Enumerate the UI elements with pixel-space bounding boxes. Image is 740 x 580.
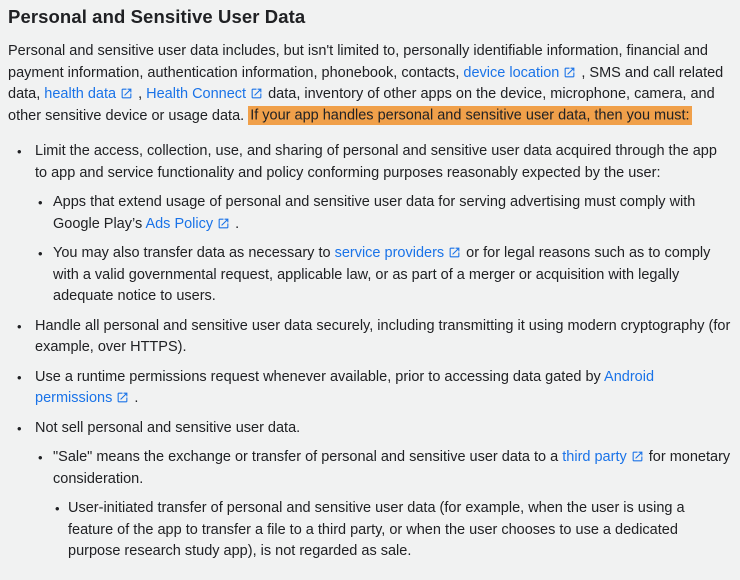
open-in-new-icon	[217, 217, 230, 230]
highlighted-text: If your app handles personal and sensitive user data, then you must:	[250, 107, 690, 124]
open-in-new-icon	[116, 391, 129, 404]
health-data-link[interactable]: health data	[44, 86, 134, 102]
list-item: • "Sale" means the exchange or transfer of personal and sensitive user data to a third party for monetary consideration.	[8, 447, 731, 490]
list-item: • User-initiated transfer of personal and sensitive user data (for example, when the user is using a feature of the app to transfer a file to a third party, or when the user chooses to use a dedicated purpose research study app), is not regarded as sale.	[8, 498, 731, 563]
list-item: • Not sell personal and sensitive user data.	[8, 418, 731, 440]
list-item: • Apps that extend usage of personal and sensitive user data for serving advertising must comply with Google Play’s Ads Policy .	[8, 192, 731, 235]
list-item: • Use a runtime permissions request whenever available, prior to accessing data gated by Android permissions .	[8, 367, 731, 410]
intro-paragraph: Personal and sensitive user data includes, but isn't limited to, personally identifiable information, financial and payment information, authentication information, phonebook, contacts, device location , SMS and call related data, health data , Health Connect data, inventory of other apps on the device, microphone, camera, and other sensitive device or usage data. If your app handles personal and sensitive user data, then you must:	[8, 43, 724, 124]
page-title: Personal and Sensitive User Data	[8, 6, 306, 27]
open-in-new-icon	[448, 246, 461, 259]
open-in-new-icon	[631, 450, 644, 463]
android-permissions-link[interactable]: Android permissions	[35, 368, 655, 406]
open-in-new-icon	[250, 87, 263, 100]
list-item: • You may also transfer data as necessary to service providers or for legal reasons such as to comply with a valid governmental request, applicable law, or as part of a merger or acquisition with legally adequate notice to users.	[8, 243, 731, 308]
device-location-link[interactable]: device location	[463, 65, 577, 81]
third-party-link[interactable]: third party	[562, 449, 644, 465]
list-item: • Handle all personal and sensitive user data securely, including transmitting it using modern cryptography (for example, over HTTPS).	[8, 316, 731, 359]
requirements-list	[8, 141, 731, 563]
open-in-new-icon	[563, 66, 576, 79]
list-item: • Limit the access, collection, use, and sharing of personal and sensitive user data acquired through the app to app and service functionality and policy conforming purposes reasonably expected by the user:	[8, 141, 731, 184]
health-connect-link[interactable]: Health Connect	[146, 86, 264, 102]
ads-policy-link[interactable]: Ads Policy	[145, 216, 231, 232]
open-in-new-icon	[120, 87, 133, 100]
service-providers-link[interactable]: service providers	[335, 245, 463, 261]
